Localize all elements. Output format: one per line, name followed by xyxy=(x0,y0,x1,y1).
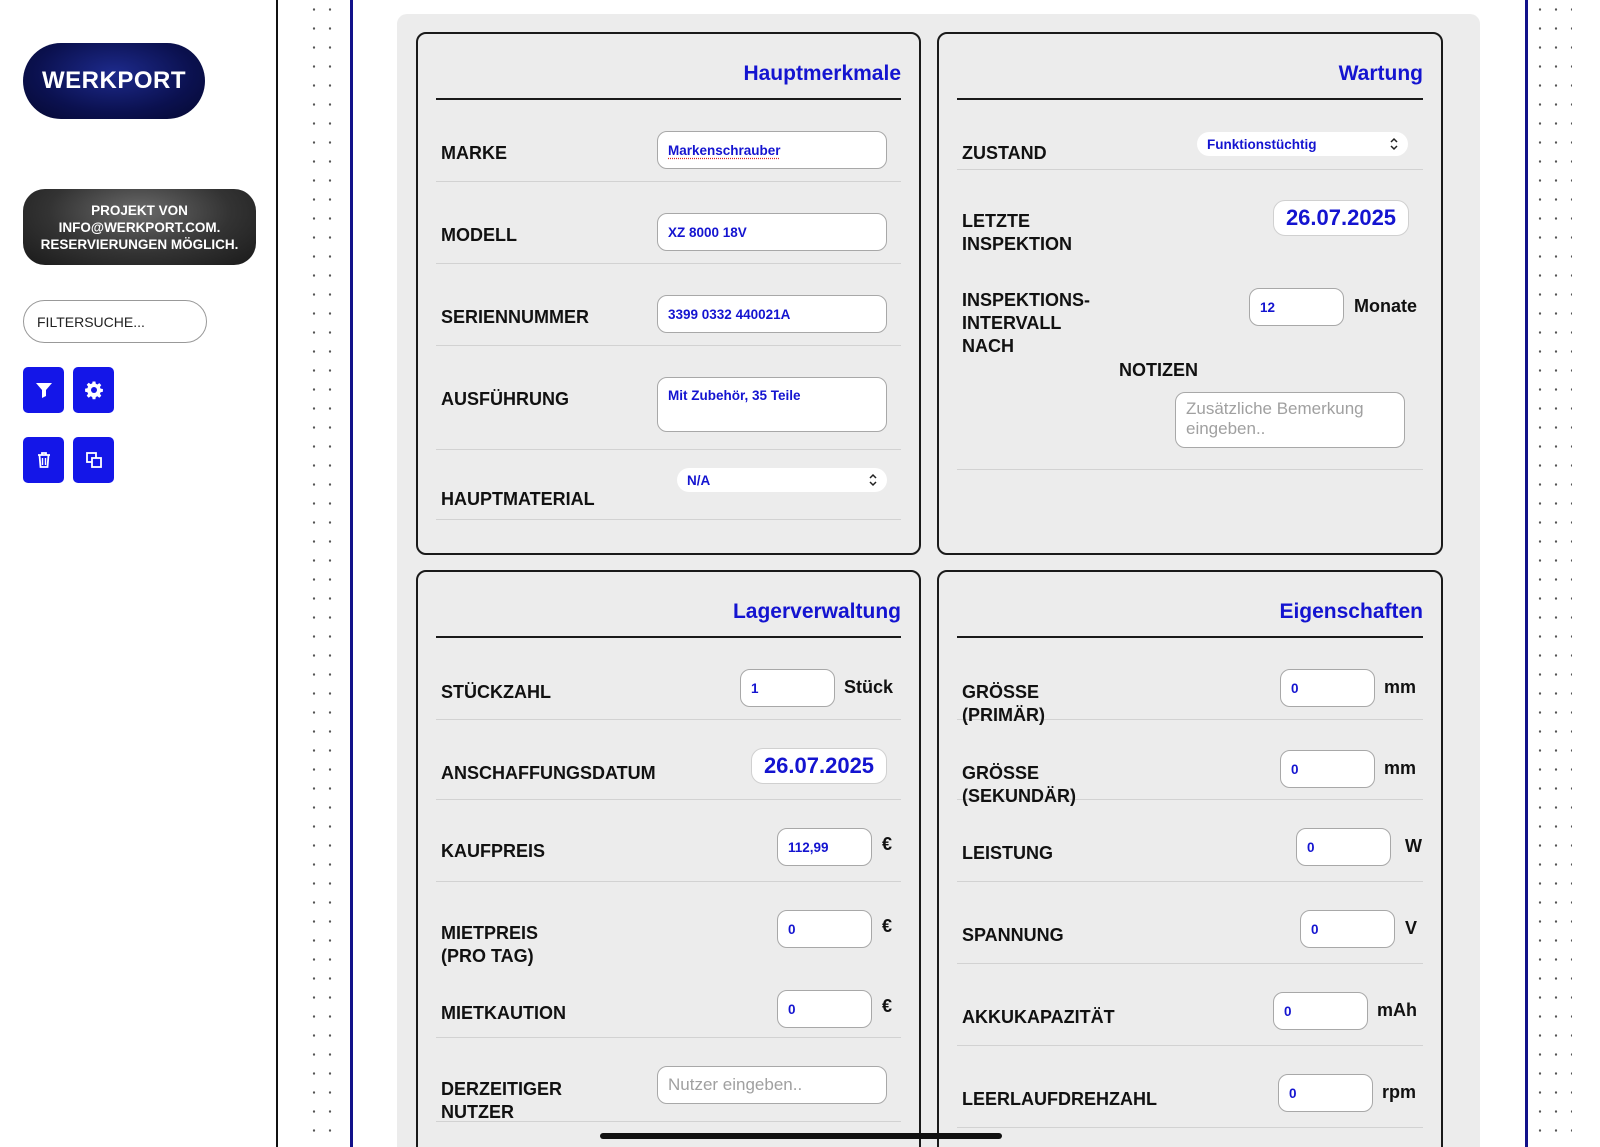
anschaffungsdatum-date-picker[interactable]: 26.07.2025 xyxy=(751,748,887,784)
unit-mm: mm xyxy=(1384,677,1417,697)
dotted-rail-right xyxy=(1532,0,1572,1147)
ausfuehrung-textarea[interactable]: Mit Zubehör, 35 Teile xyxy=(657,377,887,432)
zustand-select[interactable] xyxy=(1197,132,1408,156)
row-ausfuehrung xyxy=(436,346,901,450)
mietpreis-input[interactable]: 0 xyxy=(777,910,872,948)
label-mietpreis-line-2: (PRO TAG) xyxy=(441,946,534,966)
label-nach: NACH xyxy=(962,336,1014,356)
row-leerlaufdrehzahl xyxy=(957,1046,1423,1128)
label-derzeitiger: DERZEITIGER xyxy=(441,1079,563,1099)
modell-input[interactable]: XZ 8000 18V xyxy=(657,213,887,251)
card-lagerverwaltung xyxy=(416,570,921,1147)
unit-watt: W xyxy=(1405,836,1422,856)
sidebar xyxy=(0,0,278,1147)
card-hauptmerkmale xyxy=(416,32,921,555)
card-title-eigenschaften: Eigenschaften xyxy=(1279,600,1423,623)
card-wartung xyxy=(937,32,1443,555)
label-letzte: LETZTE xyxy=(962,211,1030,231)
label-groesse: GRÖSSE xyxy=(962,763,1040,783)
gear-icon xyxy=(84,380,104,400)
hauptmaterial-value: N/A xyxy=(687,472,711,488)
label-marke: MARKE xyxy=(441,143,507,163)
hauptmaterial-select[interactable] xyxy=(677,468,887,492)
row-nutzer xyxy=(436,1038,901,1122)
row-spannung xyxy=(957,882,1423,964)
label-stueckzahl: STÜCKZAHL xyxy=(441,682,551,702)
label-inspektions: INSPEKTIONS- xyxy=(962,290,1091,310)
row-marke xyxy=(436,100,901,182)
stueckzahl-input[interactable]: 1 xyxy=(740,669,835,707)
label-seriennummer: SERIENNUMMER xyxy=(441,307,590,327)
unit-euro: € xyxy=(882,996,893,1016)
row-modell xyxy=(436,182,901,264)
label-akkukapazitaet: AKKUKAPAZITÄT xyxy=(962,1007,1115,1027)
groesse-primaer-input[interactable]: 0 xyxy=(1280,669,1375,707)
filter-icon xyxy=(34,380,54,400)
row-leistung xyxy=(957,800,1423,882)
row-mietkaution xyxy=(436,964,901,1038)
label-intervall: INTERVALL xyxy=(962,313,1062,333)
nutzer-input[interactable]: Nutzer eingeben.. xyxy=(657,1066,887,1104)
filter-button[interactable] xyxy=(23,367,64,413)
row-groesse-primaer xyxy=(957,638,1423,725)
unit-rpm: rpm xyxy=(1382,1082,1417,1102)
unit-volt: V xyxy=(1405,918,1418,938)
label-leistung: LEISTUNG xyxy=(962,843,1054,863)
marke-value: Markenschrauber xyxy=(668,142,781,158)
chevron-updown-icon xyxy=(868,472,878,488)
notizen-placeholder-line-2: eingeben.. xyxy=(1186,419,1266,438)
letzte-inspektion-date-picker[interactable]: 26.07.2025 xyxy=(1273,200,1409,236)
row-groesse-sekundaer xyxy=(957,720,1423,806)
unit-stueck: Stück xyxy=(844,677,894,697)
label-zustand: ZUSTAND xyxy=(962,143,1047,163)
chevron-updown-icon xyxy=(1389,136,1399,152)
filter-search-input[interactable] xyxy=(23,300,207,343)
card-title-wartung: Wartung xyxy=(1338,62,1423,85)
inspektionsintervall-input[interactable]: 12 xyxy=(1249,288,1344,326)
groesse-sekundaer-input[interactable]: 0 xyxy=(1280,750,1375,788)
label-primaer: (PRIMÄR) xyxy=(962,705,1045,725)
dotted-rail-left xyxy=(306,0,338,1147)
mietkaution-input[interactable]: 0 xyxy=(777,990,872,1028)
trash-icon xyxy=(34,450,54,470)
settings-button[interactable] xyxy=(73,367,114,413)
leerlaufdrehzahl-input[interactable]: 0 xyxy=(1278,1074,1373,1112)
row-zustand xyxy=(957,100,1423,170)
row-kaufpreis xyxy=(436,800,901,882)
card-title-hauptmerkmale: Hauptmerkmale xyxy=(743,62,901,85)
row-letzte-inspektion xyxy=(957,170,1423,255)
duplicate-button[interactable] xyxy=(73,437,114,483)
label-leerlaufdrehzahl: LEERLAUFDREHZAHL xyxy=(962,1089,1157,1109)
divider-right xyxy=(1525,0,1528,1147)
werkport-logo[interactable]: WERKPORT xyxy=(23,43,205,119)
spannung-input[interactable]: 0 xyxy=(1300,910,1395,948)
divider-left xyxy=(350,0,353,1147)
label-kaufpreis: KAUFPREIS xyxy=(441,841,546,861)
copy-icon xyxy=(84,450,104,470)
label-mietpreis-line-1: MIETPREIS xyxy=(441,923,539,943)
row-inspektionsintervall xyxy=(957,255,1423,356)
card-eigenschaften xyxy=(937,570,1443,1147)
row-mietpreis xyxy=(436,882,901,964)
label-nutzer-line-2: NUTZER xyxy=(441,1102,514,1122)
label-spannung: SPANNUNG xyxy=(962,925,1064,945)
label-notizen: NOTIZEN xyxy=(1119,360,1198,380)
akkukapazitaet-input[interactable]: 0 xyxy=(1273,992,1368,1030)
unit-mm: mm xyxy=(1384,758,1417,778)
label-modell: MODELL xyxy=(441,225,517,245)
label-groesse: GRÖSSE xyxy=(962,682,1040,702)
project-badge-line-2: INFO@WERKPORT.COM. xyxy=(58,219,221,235)
project-badge-line-1: PROJEKT VON xyxy=(91,202,188,218)
row-anschaffungsdatum xyxy=(436,720,901,800)
delete-button[interactable] xyxy=(23,437,64,483)
kaufpreis-input[interactable]: 112,99 xyxy=(777,828,872,866)
notizen-placeholder-line-1: Zusätzliche Bemerkung xyxy=(1186,399,1364,418)
row-seriennummer xyxy=(436,264,901,346)
row-hauptmaterial xyxy=(436,450,901,520)
seriennummer-input[interactable]: 3399 0332 440021A xyxy=(657,295,887,333)
label-sekundaer: (SEKUNDÄR) xyxy=(962,786,1076,806)
row-notizen xyxy=(957,340,1423,470)
notizen-textarea[interactable] xyxy=(1175,392,1405,448)
home-indicator[interactable] xyxy=(600,1133,1002,1139)
zustand-value: Funktionstüchtig xyxy=(1207,136,1317,152)
unit-mah: mAh xyxy=(1377,1000,1417,1020)
card-title-lagerverwaltung: Lagerverwaltung xyxy=(732,600,901,623)
label-mietkaution: MIETKAUTION xyxy=(441,1003,566,1023)
label-letzte-inspektion xyxy=(962,210,1072,256)
label-hauptmaterial: HAUPTMATERIAL xyxy=(441,489,595,509)
main-panel xyxy=(397,14,1480,1147)
label-anschaffungsdatum: ANSCHAFFUNGSDATUM xyxy=(441,763,656,783)
unit-euro: € xyxy=(882,916,893,936)
unit-euro: € xyxy=(882,834,893,854)
row-stueckzahl xyxy=(436,638,901,720)
label-ausfuehrung: AUSFÜHRUNG xyxy=(441,389,569,409)
project-badge-line-3: RESERVIERUNGEN MÖGLICH. xyxy=(40,236,239,252)
project-info-badge xyxy=(23,189,256,265)
label-nutzer xyxy=(441,1078,562,1124)
marke-input[interactable] xyxy=(657,131,887,169)
unit-monate: Monate xyxy=(1354,296,1417,316)
label-inspektion: INSPEKTION xyxy=(962,234,1073,254)
label-mietpreis xyxy=(441,922,538,968)
leistung-input[interactable]: 0 xyxy=(1296,828,1391,866)
row-akkukapazitaet xyxy=(957,964,1423,1046)
